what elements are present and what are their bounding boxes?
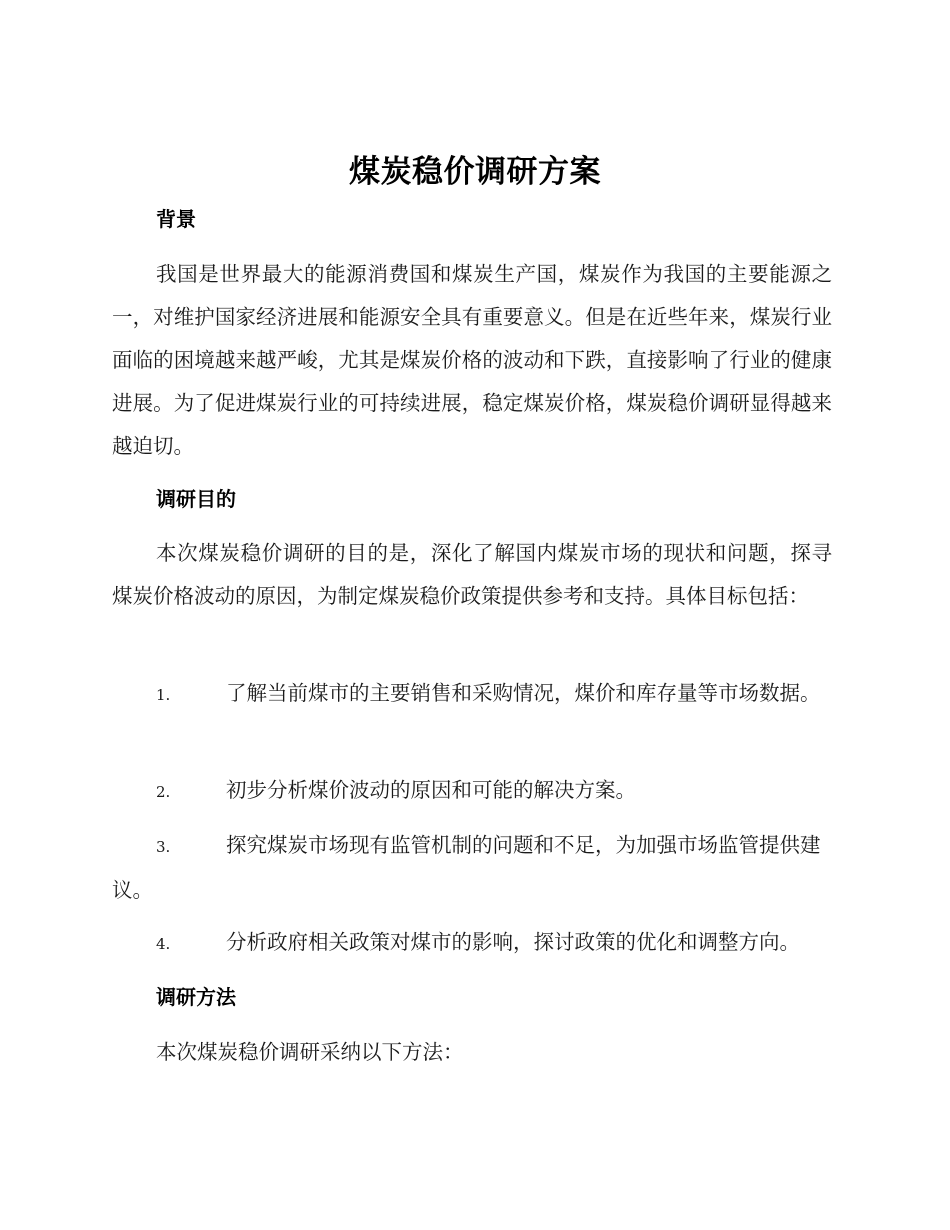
list-item-number: 3. bbox=[156, 838, 171, 856]
list-item bbox=[112, 824, 832, 912]
list-item-number: 2. bbox=[156, 783, 171, 801]
document-title: 煤炭稳价调研方案 bbox=[349, 154, 601, 190]
paragraph-purpose: 本次煤炭稳价调研的目的是，深化了解国内煤炭市场的现状和问题，探寻煤炭价格波动的原因，为制定煤炭稳价政策提供参考和支持。具体目标包括： bbox=[112, 541, 832, 608]
list-item bbox=[112, 769, 832, 814]
section-heading-background: 背景 bbox=[156, 207, 196, 231]
list-item-number: 4. bbox=[156, 935, 171, 953]
paragraph-background: 我国是世界最大的能源消费国和煤炭生产国，煤炭作为我国的主要能源之一，对维护国家经济进展和能源安全具有重要意义。但是在近些年来，煤炭行业面临的困境越来越严峻，尤其是煤炭价格的波动和下跌，直接影响了行业的健康进展。为了促进煤炭行业的可持续进展，稳定煤炭价格，煤炭稳价调研显得越来越迫切。 bbox=[112, 262, 832, 458]
list-item-text: 探究煤炭市场现有监管机制的问题和不足，为加强市场监管提供建议。 bbox=[112, 833, 821, 902]
section-heading-method: 调研方法 bbox=[156, 985, 236, 1009]
list-item-text: 了解当前煤市的主要销售和采购情况，煤价和库存量等市场数据。 bbox=[226, 681, 821, 705]
list-item-text: 初步分析煤价波动的原因和可能的解决方案。 bbox=[226, 778, 636, 802]
list-item-number: 1. bbox=[156, 686, 171, 704]
list-item bbox=[112, 921, 832, 966]
list-item bbox=[112, 672, 832, 717]
list-item-text: 分析政府相关政策对煤市的影响，探讨政策的优化和调整方向。 bbox=[226, 930, 800, 954]
section-heading-purpose: 调研目的 bbox=[156, 487, 236, 511]
paragraph-method: 本次煤炭稳价调研采纳以下方法： bbox=[156, 1040, 464, 1064]
